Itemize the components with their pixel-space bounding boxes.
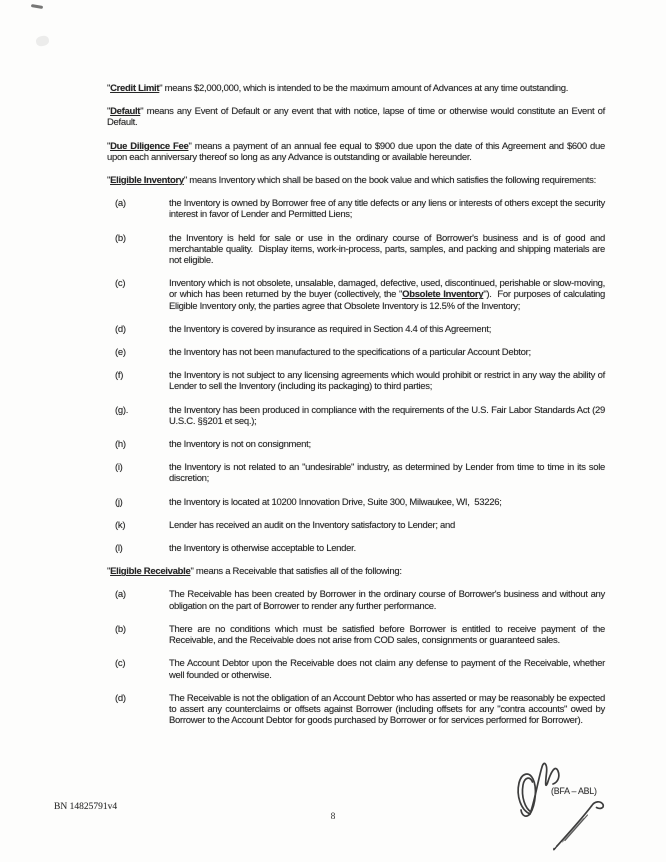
item-label: (j): [115, 496, 123, 508]
item-label: (b): [115, 623, 126, 635]
inventory-item-g: [107, 405, 605, 427]
defined-term: Due Diligence Fee: [110, 140, 189, 152]
item-label: (e): [115, 347, 126, 359]
item-text: the Inventory is located at 10200 Innovation Drive, Suite 300, Milwaukee, WI, 53226;: [169, 496, 502, 508]
definition-default: [107, 106, 605, 128]
document-id: BN 14825791v4: [54, 802, 118, 812]
inventory-item-e: [107, 347, 605, 358]
item-text: the Inventory is otherwise acceptable to Lender.: [169, 543, 356, 555]
definition-due-diligence-fee: [107, 141, 605, 163]
definition-text: " means Inventory which shall be based on the book value and which satisfies the following requirements:: [183, 175, 596, 187]
item-label: (a): [115, 589, 126, 601]
definition-credit-limit: [107, 83, 605, 94]
open-quote: ": [107, 566, 111, 578]
defined-term: Eligible Receivable: [110, 566, 191, 578]
receivable-item-c: [107, 658, 605, 680]
item-text: The Account Debtor upon the Receivable does not claim any defense to payment of the Receivable, whether well founded or otherwise.: [169, 658, 605, 681]
open-quote: ": [107, 140, 111, 152]
inventory-item-i: [107, 462, 605, 484]
open-quote: ": [107, 175, 111, 187]
signature-initials: [495, 752, 615, 860]
item-text: the Inventory is not subject to any licensing agreements which would prohibit or restrict in any way the ability of Lender to sell the Inventory (including its packaging) to third parties;: [169, 370, 605, 393]
item-label: (b): [115, 232, 126, 244]
stamp-label: (BFA – ABL): [551, 786, 597, 796]
item-label: (l): [115, 543, 123, 555]
definition-eligible-receivable: [107, 566, 605, 577]
item-text: The Receivable is not the obligation of an Account Debtor who has asserted or may be reasonably be expected to assert any counterclaims or offsets against Borrower (including offsets for any "contra accounts" owed by Borrower to the Account Debtor for goods purchased by Borrower or for services performed for Borrower).: [169, 692, 605, 727]
defined-term: Credit Limit: [110, 83, 160, 94]
definition-text: " means $2,000,000, which is intended to be the maximum amount of Advances at any time outstanding.: [159, 83, 569, 94]
open-quote: ": [107, 83, 111, 94]
inventory-item-c: [107, 278, 605, 312]
item-text: the Inventory is owned by Borrower free of any title defects or any liens or interests of others except the security interest in favor of Lender and Permitted Liens;: [169, 198, 605, 221]
item-text: the Inventory is covered by insurance as required in Section 4.4 of this Agreement;: [169, 323, 492, 335]
definition-text: " means a Receivable that satisfies all of the following:: [190, 566, 402, 578]
receivable-item-b: [107, 624, 605, 646]
item-text: The Receivable has been created by Borrower in the ordinary course of Borrower's business and without any obligation on the part of Borrower to render any further performance.: [169, 589, 605, 612]
item-label: (k): [115, 519, 126, 531]
receivable-item-d: [107, 693, 605, 727]
item-text: the Inventory is not related to an "undesirable" industry, as determined by Lender from time to time in its sole discretion;: [169, 462, 605, 485]
inventory-item-k: [107, 520, 605, 531]
receivable-item-a: [107, 589, 605, 611]
item-text: Inventory which is not obsolete, unsalable, damaged, defective, used, discontinued, perishable or slow-moving, or which has been returned by the buyer (collectively, the ": [169, 278, 605, 301]
page-number: 8: [330, 812, 336, 822]
item-label: (g).: [115, 404, 129, 416]
item-label: (d): [115, 692, 126, 704]
item-label: (h): [115, 439, 126, 451]
item-text: the Inventory is held for sale or use in the ordinary course of Borrower's business and is of good and merchantable quality. Display items, work-in-process, parts, samples, and packing and shipping materials are not eligible.: [169, 232, 605, 267]
item-text: the Inventory has not been manufactured to the specifications of a particular Account Debtor;: [169, 347, 531, 359]
item-label: (i): [115, 462, 123, 474]
defined-term-obsolete-inventory: Obsolete Inventory: [402, 289, 484, 301]
item-label: (c): [115, 278, 126, 290]
inventory-item-b: [107, 233, 605, 267]
item-text: the Inventory has been produced in compliance with the requirements of the U.S. Fair Labor Standards Act (29 U.S.C. §§201 et seq.);: [169, 404, 605, 427]
inventory-item-h: [107, 439, 605, 450]
scan-artifact-smudge: [35, 35, 50, 47]
inventory-item-d: [107, 324, 605, 335]
open-quote: ": [107, 106, 111, 118]
inventory-item-f: [107, 370, 605, 392]
scan-artifact-dash: [31, 4, 43, 9]
item-label: (a): [115, 198, 126, 210]
item-label: (d): [115, 323, 126, 335]
item-label: (f): [115, 370, 124, 382]
inventory-item-j: [107, 497, 605, 508]
document-body: [107, 83, 605, 738]
inventory-item-a: [107, 198, 605, 220]
defined-term: Eligible Inventory: [110, 175, 184, 187]
definition-text: " means a payment of an annual fee equal to $900 due upon the date of this Agreement and $600 due upon each anniversary thereof so long as any Advance is outstanding or available hereunder.: [107, 140, 605, 163]
definition-text: " means any Event of Default or any event that with notice, lapse of time or otherwise would constitute an Event of Default.: [107, 106, 605, 129]
inventory-item-l: [107, 543, 605, 554]
defined-term: Default: [110, 106, 141, 118]
item-text: "). For purposes of calculating Eligible Inventory only, the parties agree that Obsolete Inventory is 12.5% of the Inventory;: [169, 289, 605, 312]
item-label: (c): [115, 658, 126, 670]
item-text: the Inventory is not on consignment;: [169, 439, 311, 451]
definition-eligible-inventory: [107, 175, 605, 186]
item-text: There are no conditions which must be satisfied before Borrower is entitled to receive payment of the Receivable, and the Receivable does not arise from COD sales, consignments or guaranteed sales.: [169, 623, 605, 647]
item-text: Lender has received an audit on the Inventory satisfactory to Lender; and: [169, 519, 455, 531]
